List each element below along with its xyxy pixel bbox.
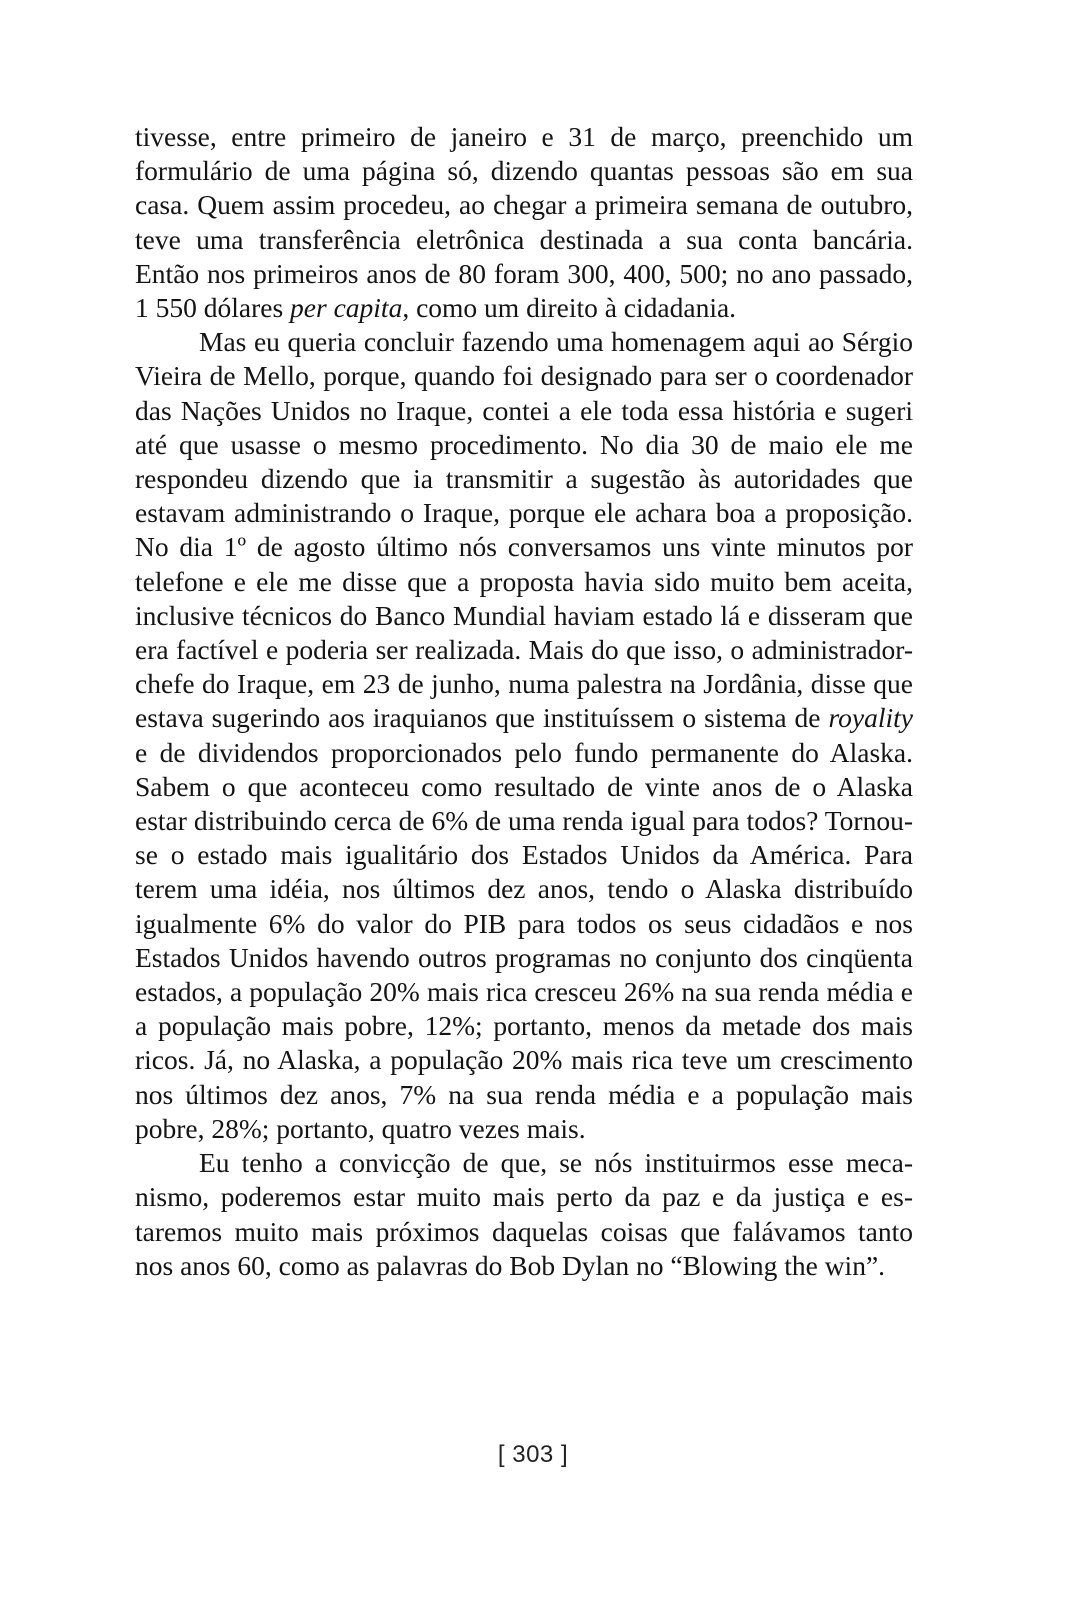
paragraph-1-italic-per-capita: per capita (290, 292, 403, 324)
paragraph-2-part-1: Mas eu queria concluir fazendo uma homenagem aqui ao Sérgio Vieira de Mello, porque, quando foi designado para ser o coordenador das Nações Unidos no Iraque, contei a ele toda essa história e sugeri até que usasse o mesmo procedimento. No dia 30 de maio ele me respondeu dizendo que ia transmitir a sugestão às autoridades que estavam administrando o Iraque, porque ele achara boa a proposição. No dia 1º de agosto último nós conversamos uns vinte minutos por telefone e ele me disse que a proposta havia sido muito bem aceita, inclusive técnicos do Banco Mundial haviam estado lá e disseram que era factível e poderia ser realizada. Mais do que isso, o administrador-chefe do Iraque, em 23 de junho, numa palestra na Jordânia, disse que estava sugerindo aos iraquianos que instituíssem o sistema de (135, 326, 913, 734)
body-text (135, 120, 913, 1283)
paragraph-2-italic-royality: royality (828, 702, 913, 734)
paragraph-1 (135, 120, 913, 325)
paragraph-1-part-2: , como um direito à cidadania. (402, 292, 737, 324)
paragraph-3-text: Eu tenho a convicção de que, se nós instituirmos esse mecanismo, poderemos estar muito mais perto da paz e da justiça e estaremos muito mais próximos daquelas coisas que falávamos tanto nos anos 60, como as palavras do Bob Dylan no “Blowing the win”. (135, 1147, 913, 1281)
paragraph-3 (135, 1146, 913, 1283)
paragraph-2 (135, 325, 913, 1146)
paragraph-2-part-2: e de dividendos proporcionados pelo fundo permanente do Alaska. Sabem o que aconteceu como resultado de vinte anos de o Alaska estar distribuindo cerca de 6% de uma renda igual para todos? Tornou-se o estado mais igualitário dos Estados Unidos da América. Para terem uma idéia, nos últimos dez anos, tendo o Alaska distribuído igualmente 6% do valor do PIB para todos os seus cidadãos e nos Estados Unidos havendo outros programas no conjunto dos cinqüenta estados, a população 20% mais rica cresceu 26% na sua renda média e a população mais pobre, 12%; portanto, menos da metade dos mais ricos. Já, no Alaska, a população 20% mais rica teve um crescimento nos últimos dez anos, 7% na sua renda média e a população mais pobre, 28%; portanto, quatro vezes mais. (135, 736, 913, 1144)
page-number: [ 303 ] (497, 1441, 569, 1468)
paragraph-1-part-1: tivesse, entre primeiro de janeiro e 31 de março, preenchido um formulário de uma página só, dizendo quantas pessoas são em sua casa. Quem assim procedeu, ao chegar a primeira semana de outubro, teve uma transferência eletrônica destinada a sua conta bancária. Então nos primeiros anos de 80 foram 300, 400, 500; no ano passado, 1 550 dólares (135, 121, 913, 324)
